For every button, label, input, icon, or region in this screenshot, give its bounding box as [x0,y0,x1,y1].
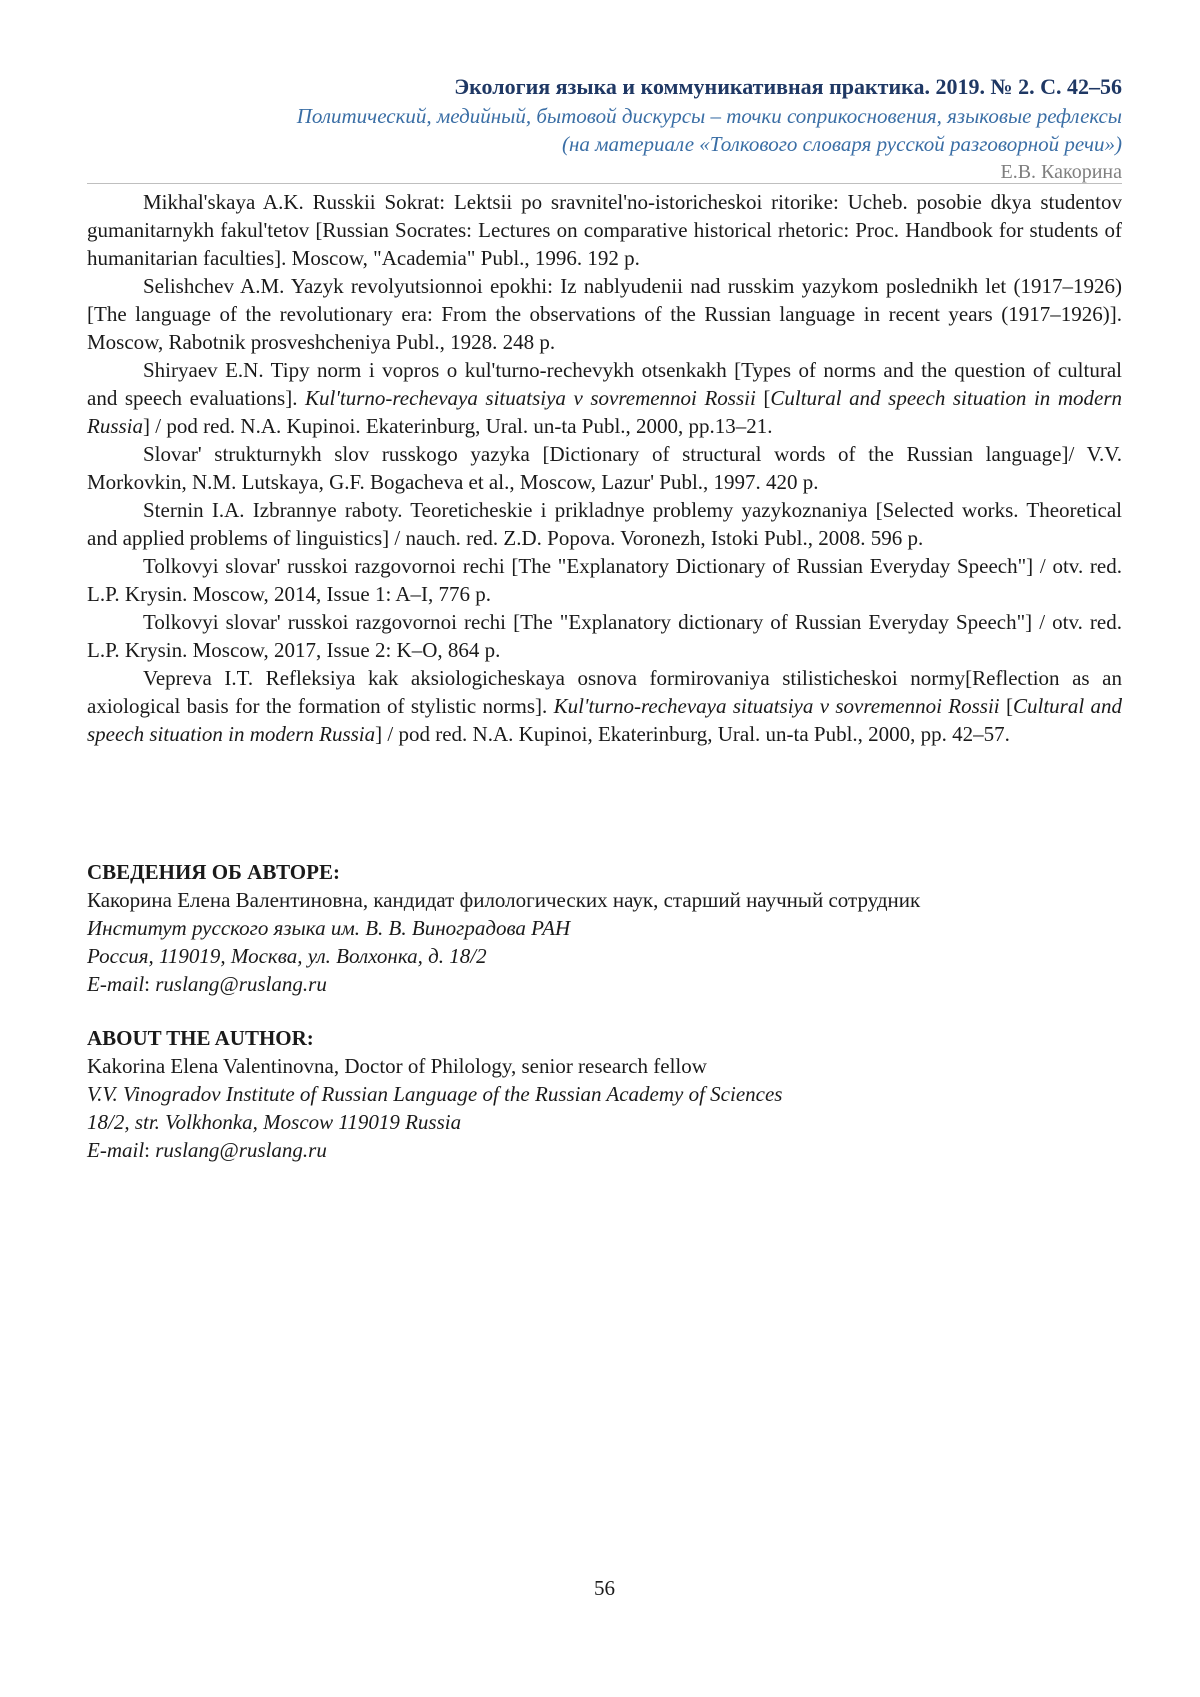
email-label: E-mail [87,972,145,996]
reference-item [87,552,1122,608]
author-name-en: Kakorina Elena Valentinovna, Doctor of Philology, senior research fellow [87,1054,707,1078]
reference-item [87,272,1122,356]
reference-text: Mikhal'skaya A.K. Russkii Sokrat: Lektsii po sravnitel'no-istoricheskoi ritorike: Ucheb. posobie dkya studentov gumanitarnykh fakul'tetov [Russian Socrates: Lectures on comparative historical rhetoric: Proc. Handbook for students of humanitarian faculties]. Moscow, "Academia" Publ., 1996. 192 p. [87,190,1122,270]
reference-text: Selishchev A.M. Yazyk revolyutsionnoi epokhi: Iz nablyudenii nad russkim yazykom poslednikh let (1917–1926) [The language of the revolutionary era: From the observations of the Russian language in recent years (1917–1926)]. Moscow, Rabotnik prosveshcheniya Publ., 1928. 248 p. [87,274,1122,354]
email-link[interactable]: ruslang@ruslang.ru [155,972,327,996]
author-name-ru: Какорина Елена Валентиновна, кандидат филологических наук, старший научный сотрудник [87,888,921,912]
reference-item [87,440,1122,496]
reference-source-translation: Cultural and speech situation in modern Russia [87,694,1123,746]
document-page [87,0,1122,1697]
author-heading-ru: СВЕДЕНИЯ ОБ АВТОРЕ: [87,860,340,884]
author-email-en: E-mail: ruslang@ruslang.ru [87,1138,327,1162]
header-divider [87,183,1122,184]
running-header [87,72,1122,186]
reference-text: Slovar' strukturnykh slov russkogo yazyka [Dictionary of structural words of the Russian language]/ V.V. Morkovkin, N.M. Lutskaya, G.F. Bogacheva et al., Moscow, Lazur' Publ., 1997. 420 p. [87,442,1122,494]
author-info-en [87,1024,1122,1164]
journal-title: Экология языка и коммуникативная практика. 2019. № 2. С. 42–56 [454,74,1122,99]
reference-text: Tolkovyi slovar' russkoi razgovornoi rechi [The "Explanatory dictionary of Russian Everyday Speech"] / otv. red. L.P. Krysin. Moscow, 2017, Issue 2: K–O, 864 p. [87,610,1122,662]
header-author: Е.В. Какорина [1000,161,1122,183]
author-institute-ru: Институт русского языка им. В. В. Виноградова РАН [87,916,571,940]
reference-source-title: Kul'turno-rechevaya situatsiya v sovremennoi Rossii [553,694,1000,718]
reference-source-title: Kul'turno-rechevaya situatsiya v sovremennoi Rossii [305,386,756,410]
reference-text: ] / pod red. N.A. Kupinoi. Ekaterinburg, Ural. un-ta Publ., 2000, pp.13–21. [143,414,773,438]
reference-item [87,608,1122,664]
article-title-line-1: Политический, медийный, бытовой дискурсы – точки соприкосновения, языковые рефлексы [296,104,1122,128]
reference-text: ] / pod red. N.A. Kupinoi, Ekaterinburg, Ural. un-ta Publ., 2000, pp. 42–57. [375,722,1010,746]
article-title-line-2: (на материале «Толкового словаря русской разговорной речи») [561,132,1122,156]
reference-text: [ [755,386,771,410]
reference-list [87,188,1122,748]
reference-item [87,356,1122,440]
reference-source-translation: Cultural and speech situation in modern Russia [87,386,1123,438]
author-institute-en: V.V. Vinogradov Institute of Russian Language of the Russian Academy of Sciences [87,1082,783,1106]
author-info-ru [87,858,1122,998]
reference-text: Vepreva I.T. Refleksiya kak aksiologicheskaya osnova formirovaniya stilisticheskoi normy[Reflection as an axiological basis for the formation of stylistic norms]. [87,666,1122,718]
reference-text: [ [999,694,1013,718]
reference-item [87,188,1122,272]
reference-item [87,496,1122,552]
author-address-ru: Россия, 119019, Москва, ул. Волхонка, д. 18/2 [87,944,487,968]
reference-text: Shiryaev E.N. Tipy norm i vopros o kul'turno-rechevykh otsenkakh [Types of norms and the question of cultural and speech evaluations]. [87,358,1122,410]
author-heading-en: ABOUT THE AUTHOR: [87,1026,314,1050]
reference-item [87,664,1122,748]
email-link[interactable]: ruslang@ruslang.ru [155,1138,327,1162]
author-address-en: 18/2, str. Volkhonka, Moscow 119019 Russia [87,1110,462,1134]
author-email-ru: E-mail: ruslang@ruslang.ru [87,972,327,996]
reference-text: Tolkovyi slovar' russkoi razgovornoi rechi [The "Explanatory Dictionary of Russian Everyday Speech"] / otv. red. L.P. Krysin. Moscow, 2014, Issue 1: A–I, 776 p. [87,554,1122,606]
reference-text: Sternin I.A. Izbrannye raboty. Teoreticheskie i prikladnye problemy yazykoznaniya [Selected works. Theoretical and applied problems of linguistics] / nauch. red. Z.D. Popova. Voronezh, Istoki Publ., 2008. 596 p. [87,498,1122,550]
page-number: 56 [594,1576,615,1600]
email-label: E-mail [87,1138,145,1162]
